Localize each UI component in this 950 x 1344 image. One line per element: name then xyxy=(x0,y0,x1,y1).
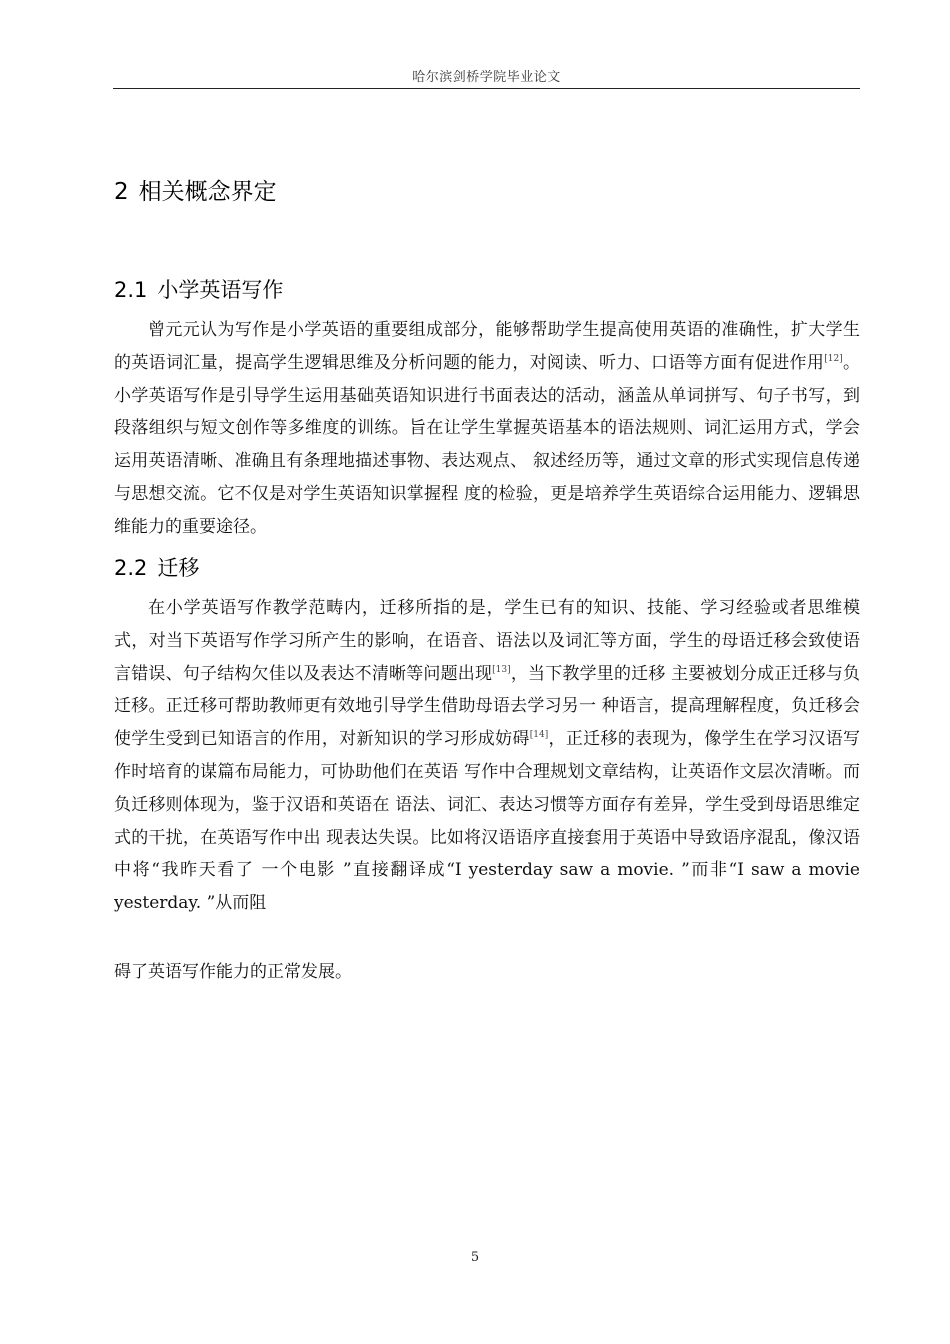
chapter-number: 2 xyxy=(114,179,129,205)
header-divider xyxy=(113,88,860,89)
paragraph-tail: 碍了英语写作能力的正常发展。 xyxy=(114,962,352,982)
paragraph-writing xyxy=(114,314,860,544)
section-number: 2.1 xyxy=(114,278,148,302)
page-header: 哈尔滨剑桥学院毕业论文 xyxy=(412,70,561,85)
paragraph-transfer xyxy=(114,592,860,920)
section-title: 迁移 xyxy=(157,556,200,580)
section-heading-2-1 xyxy=(114,274,283,304)
citation-14[interactable]: [14] xyxy=(529,730,549,741)
paragraph-text: ，当下教学里的迁移 主要被划分成正迁移与负迁移。正迁移可帮助教师更有效地引导学生借助母语去学习另一 种语言，提高理解程度，负迁移会使学生受到已知语言的作用，对新知识的学习形成妨碍 xyxy=(114,663,861,750)
paragraph-text: 。小学英语写作是引导学生运用基础英语知识进行书面表达的活动，涵盖从单词拼写、句子书写，到段落组织与短文创作等多维度的训练。旨在让学生掌握英语基本的语法规则、词汇运用方式，学会运用英语清晰、准确且有条理地描述事物、表达观点、 叙述经历等，通过文章的形式实现信息传递与思想交流。它不仅是对学生英语知识掌握程 度的检验，更是培养学生英语综合运用能力、逻辑思维能力的重要途径。 xyxy=(114,352,861,537)
paragraph-text: ，正迁移的表现为，像学生在学习汉语写作时培育的谋篇布局能力，可协助他们在英语 写作中合理规划文章结构，让英语作文层次清晰。而负迁移则体现为，鉴于汉语和英语在 语法、词汇、表达习惯等方面存有差异，学生受到母语思维定式的干扰，在英语写作中出 现表达失误。比如将汉语语序直接套用于英语中导致语序混乱，像汉语中将“我昨天看了 一个电影 ”直接翻译成“I yesterday saw a movie. ”而非“I saw a movie yesterday. ”从而阻 xyxy=(114,729,861,914)
section-title: 小学英语写作 xyxy=(157,278,284,302)
paragraph-text: 曾元元认为写作是小学英语的重要组成部分，能够帮助学生提高使用英语的准确性，扩大学生的英语词汇量，提高学生逻辑思维及分析问题的能力，对阅读、听力、口语等方面有促进作用 xyxy=(114,320,860,373)
section-heading-2-2 xyxy=(114,552,199,582)
page-number: 5 xyxy=(470,1250,480,1265)
citation-13[interactable]: [13] xyxy=(492,664,511,675)
chapter-heading xyxy=(114,173,277,206)
citation-12[interactable]: [12] xyxy=(824,353,843,364)
paragraph-text: 在小学英语写作教学范畴内，迁移所指的是，学生已有的知识、技能、学习经验或者思维模式，对当下英语写作学习所产生的影响，在语音、语法以及词汇等方面，学生的母语迁移会致使语言错误、句子结构欠佳以及表达不清晰等问题出现 xyxy=(114,598,860,684)
chapter-title: 相关概念界定 xyxy=(138,179,277,205)
section-number: 2.2 xyxy=(114,556,148,580)
